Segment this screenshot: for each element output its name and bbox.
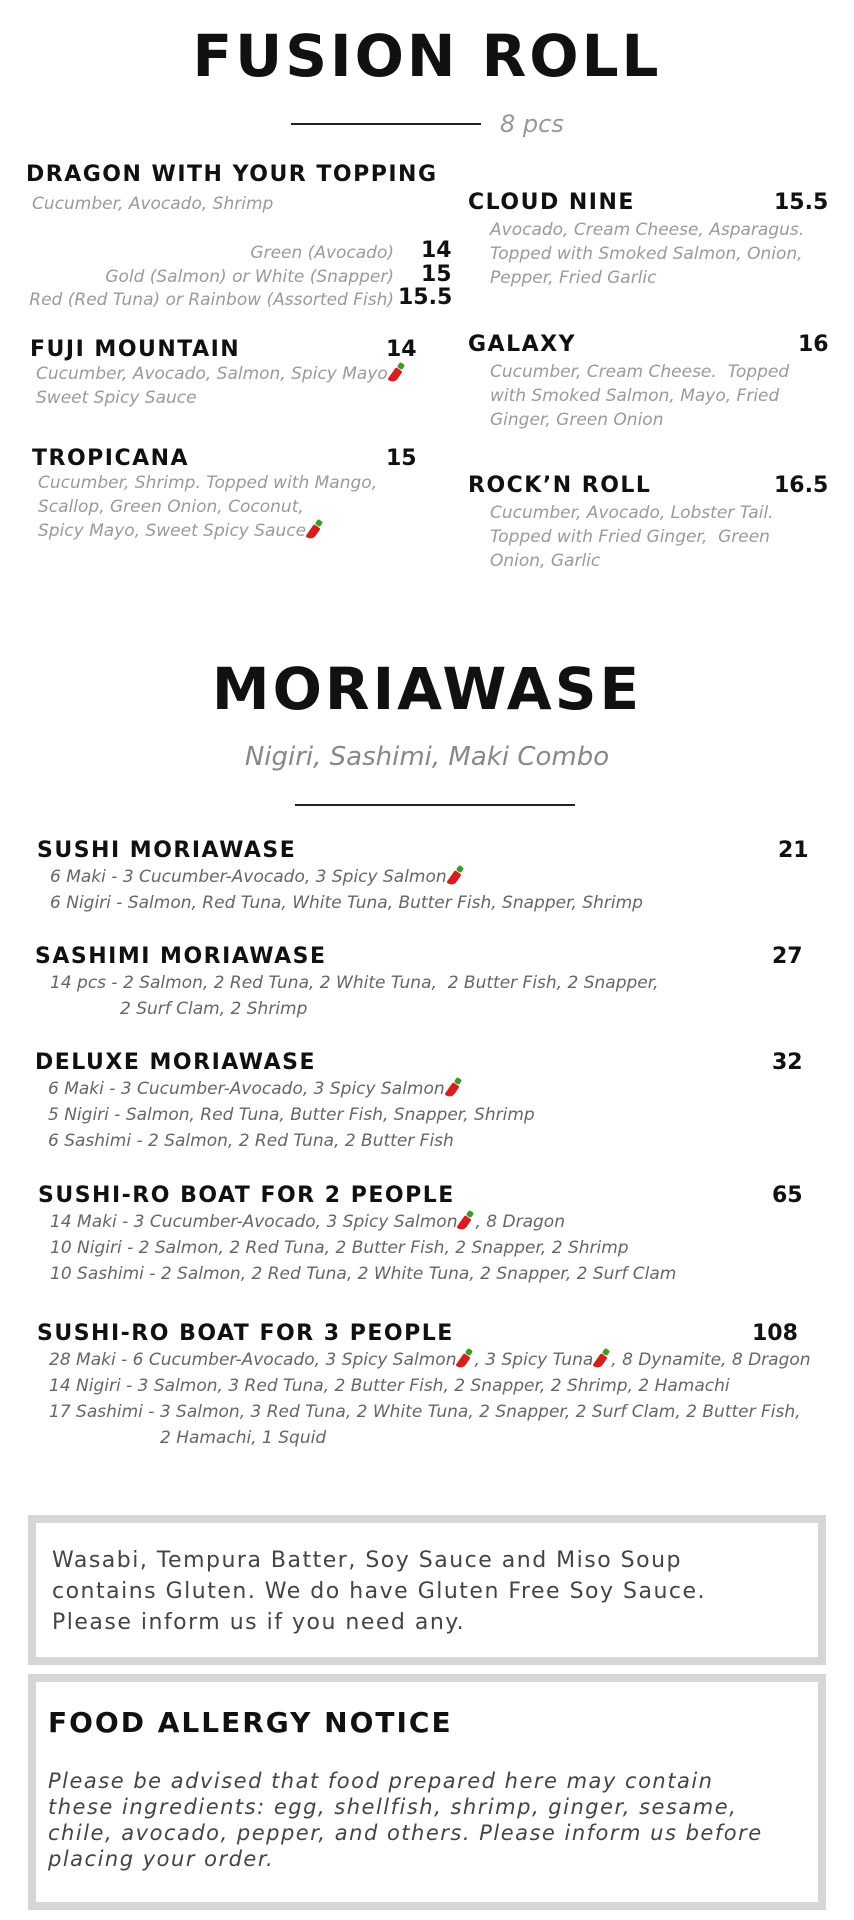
boat-for-3-name: SUSHI-RO BOAT FOR 3 PEOPLE bbox=[37, 1321, 454, 1346]
tropicana-desc-2: Scallop, Green Onion, Coconut, bbox=[38, 497, 304, 517]
dragon-roll-desc: Cucumber, Avocado, Shrimp bbox=[32, 194, 274, 214]
moriawase-subtitle: Nigiri, Sashimi, Maki Combo bbox=[244, 742, 610, 772]
allergy-line-2: these ingredients: egg, shellfish, shrimp, ginger, sesame, bbox=[48, 1795, 738, 1819]
fuji-mountain-name: FUJI MOUNTAIN bbox=[30, 337, 241, 362]
dragon-option-label: Red (Red Tuna) or Rainbow (Assorted Fish) bbox=[29, 290, 394, 310]
gluten-line-3: Please inform us if you need any. bbox=[52, 1610, 466, 1635]
deluxe-moriawase-price: 32 bbox=[772, 1050, 803, 1075]
boat-for-3-line-1 bbox=[49, 1347, 811, 1373]
boat2-desc-part: , 8 Dragon bbox=[475, 1212, 565, 1232]
tropicana-desc-3 bbox=[38, 519, 324, 543]
boat-for-2-line-3: 10 Sashimi - 2 Salmon, 2 Red Tuna, 2 White Tuna, 2 Snapper, 2 Surf Clam bbox=[50, 1264, 677, 1284]
chili-pepper-icon bbox=[459, 1210, 475, 1230]
sushi-moriawase-line-2: 6 Nigiri - Salmon, Red Tuna, White Tuna, Butter Fish, Snapper, Shrimp bbox=[50, 893, 643, 913]
food-allergy-notice-box bbox=[28, 1674, 826, 1910]
galaxy-price: 16 bbox=[798, 332, 829, 357]
rock-n-roll-desc-1: Cucumber, Avocado, Lobster Tail. bbox=[490, 503, 774, 523]
food-allergy-title: FOOD ALLERGY NOTICE bbox=[48, 1706, 453, 1739]
boat-for-3-line-4: 2 Hamachi, 1 Squid bbox=[160, 1428, 327, 1448]
moriawase-divider bbox=[295, 804, 575, 806]
deluxe-moriawase-line-3: 6 Sashimi - 2 Salmon, 2 Red Tuna, 2 Butter Fish bbox=[48, 1131, 454, 1151]
chili-pepper-icon bbox=[449, 865, 465, 885]
dragon-option-price: 14 bbox=[421, 238, 452, 263]
boat-for-2-line-1 bbox=[50, 1209, 565, 1235]
moriawase-title: MORIAWASE bbox=[211, 655, 643, 723]
chili-pepper-icon bbox=[308, 519, 324, 539]
galaxy-desc-3: Ginger, Green Onion bbox=[490, 410, 664, 430]
sashimi-moriawase-line-2: 2 Surf Clam, 2 Shrimp bbox=[120, 999, 308, 1019]
tropicana-price: 15 bbox=[386, 446, 417, 471]
gluten-line-2: contains Gluten. We do have Gluten Free Soy Sauce. bbox=[52, 1579, 707, 1604]
deluxe-moriawase-line-1 bbox=[48, 1076, 463, 1102]
boat-for-2-price: 65 bbox=[772, 1183, 803, 1208]
allergy-line-1: Please be advised that food prepared here may contain bbox=[48, 1769, 714, 1793]
dragon-option-label: Green (Avocado) bbox=[250, 243, 394, 263]
rock-n-roll-desc-3: Onion, Garlic bbox=[490, 551, 601, 571]
fusion-subtitle: 8 pcs bbox=[500, 110, 564, 138]
dragon-option-label: Gold (Salmon) or White (Snapper) bbox=[105, 267, 394, 287]
tropicana-desc-1: Cucumber, Shrimp. Topped with Mango, bbox=[38, 473, 378, 493]
tropicana-name: TROPICANA bbox=[32, 446, 190, 471]
chili-pepper-icon bbox=[458, 1348, 474, 1368]
sashimi-moriawase-name: SASHIMI MORIAWASE bbox=[35, 944, 327, 969]
boat-for-3-price: 108 bbox=[752, 1321, 798, 1346]
boat-for-2-line-2: 10 Nigiri - 2 Salmon, 2 Red Tuna, 2 Butter Fish, 2 Snapper, 2 Shrimp bbox=[50, 1238, 629, 1258]
sashimi-moriawase-line-1: 14 pcs - 2 Salmon, 2 Red Tuna, 2 White Tuna, 2 Butter Fish, 2 Snapper, bbox=[50, 973, 659, 993]
galaxy-desc-1: Cucumber, Cream Cheese. Topped bbox=[490, 362, 790, 382]
galaxy-desc-2: with Smoked Salmon, Mayo, Fried bbox=[490, 386, 780, 406]
dragon-option-price: 15.5 bbox=[398, 285, 453, 310]
sashimi-moriawase-price: 27 bbox=[772, 944, 803, 969]
gluten-line-1: Wasabi, Tempura Batter, Soy Sauce and Miso Soup bbox=[52, 1548, 682, 1573]
deluxe-desc-line: 6 Maki - 3 Cucumber-Avocado, 3 Spicy Salmon bbox=[48, 1079, 445, 1099]
tropicana-desc-line: Spicy Mayo, Sweet Spicy Sauce bbox=[38, 521, 307, 541]
gluten-notice-box bbox=[28, 1515, 826, 1665]
boat-for-3-line-3: 17 Sashimi - 3 Salmon, 3 Red Tuna, 2 White Tuna, 2 Snapper, 2 Surf Clam, 2 Butter Fish, bbox=[49, 1402, 801, 1422]
dragon-option-price: 15 bbox=[421, 262, 452, 287]
cloud-nine-desc-3: Pepper, Fried Garlic bbox=[490, 268, 657, 288]
fuji-desc-line: Cucumber, Avocado, Salmon, Spicy Mayo bbox=[36, 364, 388, 384]
boat2-desc-part: 14 Maki - 3 Cucumber-Avocado, 3 Spicy Salmon bbox=[50, 1212, 458, 1232]
fusion-divider bbox=[291, 123, 481, 125]
cloud-nine-desc-1: Avocado, Cream Cheese, Asparagus. bbox=[490, 220, 805, 240]
boat3-desc-part: , 3 Spicy Tuna bbox=[474, 1350, 594, 1370]
boat-for-3-line-2: 14 Nigiri - 3 Salmon, 3 Red Tuna, 2 Butter Fish, 2 Snapper, 2 Shrimp, 2 Hamachi bbox=[49, 1376, 730, 1396]
sushi-moriawase-line-1 bbox=[50, 864, 465, 890]
fuji-mountain-price: 14 bbox=[386, 337, 417, 362]
fuji-mountain-desc-2: Sweet Spicy Sauce bbox=[36, 388, 197, 408]
boat3-desc-part: 28 Maki - 6 Cucumber-Avocado, 3 Spicy Salmon bbox=[49, 1350, 457, 1370]
deluxe-moriawase-name: DELUXE MORIAWASE bbox=[35, 1050, 316, 1075]
rock-n-roll-desc-2: Topped with Fried Ginger, Green bbox=[490, 527, 770, 547]
sushi-moriawase-price: 21 bbox=[778, 838, 809, 863]
rock-n-roll-price: 16.5 bbox=[774, 473, 829, 498]
chili-pepper-icon bbox=[447, 1077, 463, 1097]
fuji-mountain-desc bbox=[36, 362, 406, 386]
sushi-moriawase-name: SUSHI MORIAWASE bbox=[37, 838, 297, 863]
fusion-roll-title: FUSION ROLL bbox=[192, 22, 662, 90]
allergy-line-4: placing your order. bbox=[48, 1847, 275, 1871]
boat3-desc-part: , 8 Dynamite, 8 Dragon bbox=[611, 1350, 811, 1370]
cloud-nine-desc-2: Topped with Smoked Salmon, Onion, bbox=[490, 244, 803, 264]
cloud-nine-price: 15.5 bbox=[774, 190, 829, 215]
cloud-nine-name: CLOUD NINE bbox=[468, 190, 635, 215]
boat-for-2-name: SUSHI-RO BOAT FOR 2 PEOPLE bbox=[38, 1183, 455, 1208]
galaxy-name: GALAXY bbox=[468, 332, 577, 357]
allergy-line-3: chile, avocado, pepper, and others. Please inform us before bbox=[48, 1821, 763, 1845]
chili-pepper-icon bbox=[390, 362, 406, 382]
deluxe-moriawase-line-2: 5 Nigiri - Salmon, Red Tuna, Butter Fish, Snapper, Shrimp bbox=[48, 1105, 535, 1125]
dragon-roll-name: DRAGON WITH YOUR TOPPING bbox=[26, 162, 438, 187]
rock-n-roll-name: ROCK’N ROLL bbox=[468, 473, 652, 498]
chili-pepper-icon bbox=[595, 1348, 611, 1368]
sushi-desc-line: 6 Maki - 3 Cucumber-Avocado, 3 Spicy Salmon bbox=[50, 867, 447, 887]
